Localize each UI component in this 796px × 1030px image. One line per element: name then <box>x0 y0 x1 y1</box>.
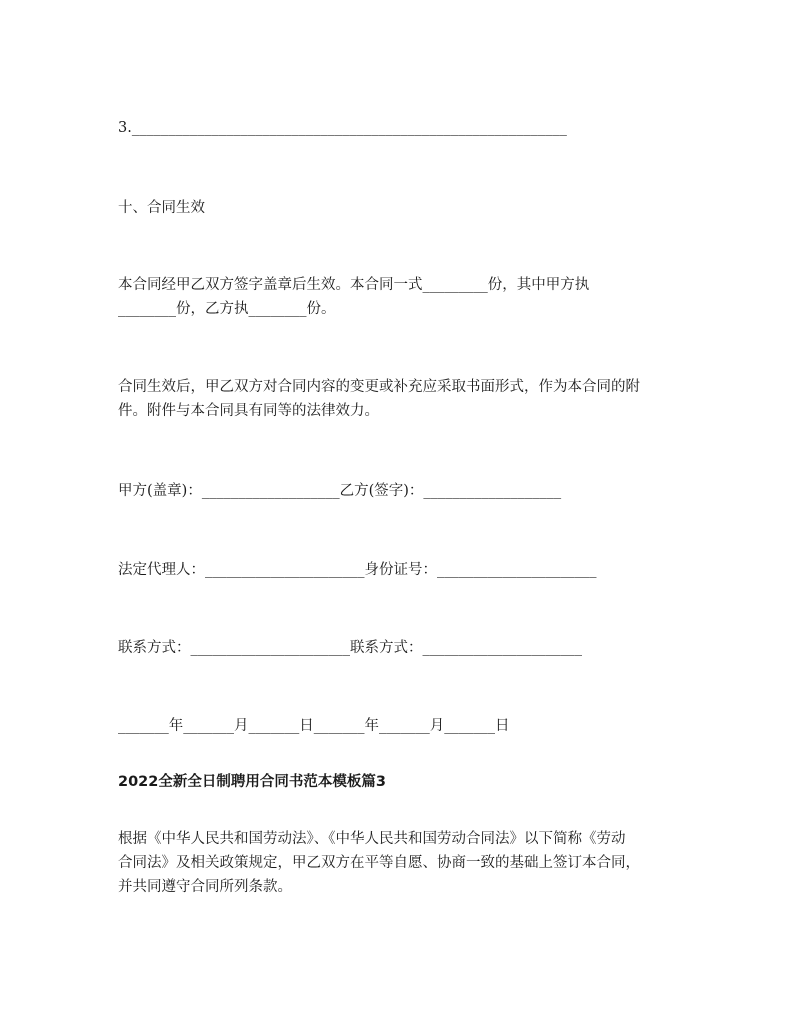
effect-paragraph-2-line-2: 件。附件与本合同具有同等的法律效力。 <box>118 403 379 419</box>
effect-paragraph-1-line-2: ________份，乙方执________份。 <box>118 301 336 317</box>
next-document-title: 2022全新全日制聘用合同书范本模板篇3 <box>118 774 386 790</box>
section-10-title: 十、合同生效 <box>118 200 205 216</box>
party-signature-line: 甲方(盖章)：___________________乙方(签字)：___________________ <box>118 483 562 499</box>
intro-line-3: 并共同遵守合同所列条款。 <box>118 879 292 895</box>
item-3-blank: 3.____________________________________________________________ <box>118 120 567 136</box>
representative-id-line: 法定代理人：______________________身份证号：______________________ <box>118 562 597 578</box>
intro-line-1: 根据《中华人民共和国劳动法》、《中华人民共和国劳动合同法》以下简称《劳动 <box>118 831 626 847</box>
effect-paragraph-1-line-1: 本合同经甲乙双方签字盖章后生效。本合同一式_________份，其中甲方执 <box>118 277 590 293</box>
intro-line-2: 合同法》及相关政策规定，甲乙双方在平等自愿、协商一致的基础上签订本合同， <box>118 855 640 871</box>
contact-line: 联系方式：______________________联系方式：______________________ <box>118 640 582 656</box>
effect-paragraph-2-line-1: 合同生效后，甲乙双方对合同内容的变更或补充应采取书面形式，作为本合同的附 <box>118 379 640 395</box>
date-line: _______年_______月_______日_______年_______月_______日 <box>118 718 510 734</box>
